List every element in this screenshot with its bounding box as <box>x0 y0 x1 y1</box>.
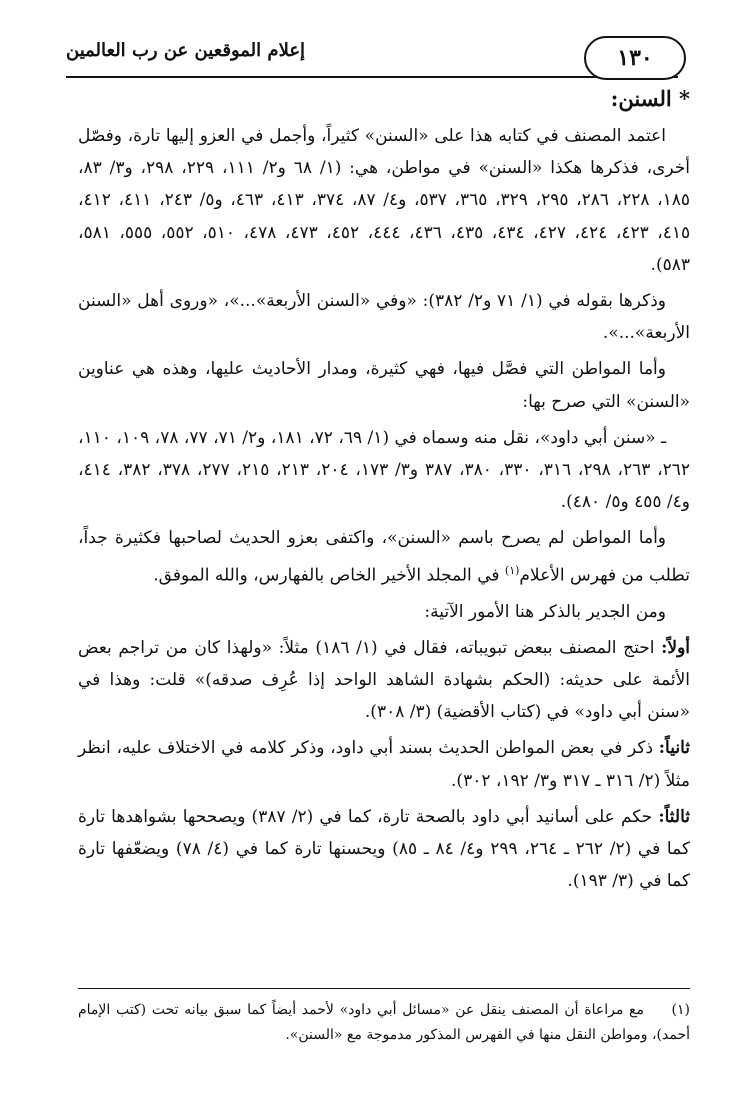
paragraph-sunan-arbaa: وذكرها بقوله في (١/ ٧١ و٢/ ٣٨٢): «وفي «السنن الأربعة»...»، «وروى أهل «السنن الأربعة»...». <box>78 291 690 344</box>
point-third <box>78 801 690 898</box>
footnote <box>78 998 690 1048</box>
paragraph-notable-matters: ومن الجدير بالذكر هنا الأمور الآتية: <box>424 601 666 622</box>
paragraph-detailed-places: وأما المواطن التي فصَّل فيها، فهي كثيرة، ومدار الأحاديث عليها، وهذه هي عناوين «السنن» التي صرح بها: <box>78 359 690 412</box>
footnote-divider <box>78 988 690 989</box>
body-text <box>78 120 690 901</box>
page-number-badge: ١٣٠ <box>584 36 686 80</box>
point-third-label: ثالثاً: <box>658 806 690 827</box>
point-first-text: احتج المصنف ببعض تبويباته، فقال في (١/ ١٨٦) مثلاً: «ولهذا كان من تراجم بعض الأئمة على حديثه: (الحكم بشهادة الشاهد الواحد إذا عُرِف صدقه)» قلت: وهذا في «سنن أبي داود» في (كتاب الأقضية) (٣/ ٣٠٨). <box>78 637 690 723</box>
point-second-label: ثانياً: <box>658 738 690 759</box>
running-title: إعلام الموقعين عن رب العالمين <box>66 40 306 61</box>
point-second <box>78 732 690 796</box>
paragraph-unnamed-tail: في المجلد الأخير الخاص بالفهارس، والله الموفق. <box>153 565 505 586</box>
footnote-number: (١) <box>671 1002 690 1018</box>
point-second-text: ذكر في بعض المواطن الحديث بسند أبي داود، وذكر كلامه في الاختلاف عليه، انظر مثلاً (٢/ ٣١٦ ـ ٣١٧ و٣/ ١٩٢، ٣٠٢). <box>78 738 690 791</box>
section-heading: * السنن: <box>610 86 690 111</box>
page-header <box>66 30 678 78</box>
paragraph-sunan-general: اعتمد المصنف في كتابه هذا على «السنن» كثيراً، وأجمل في العزو إليها تارة، وفصّل أخرى، فذكرها هكذا «السنن» في مواطن، هي: (١/ ٦٨ و٢/ ١١١، ٢٢٩، ٢٩٨، و٣/ ٨٣، ١٨٥، ٢٢٨، ٢٨٦، ٢٩٥، ٣٢٩، ٣٦٥، ٥٣٧، و٤/ ٨٧، ٣٧٤، ٤١٣، ٤٦٣، و٥/ ٢٤٣، ٤١١، ٤١٢، ٤١٥، ٤٢٣، ٤٢٤، ٤٢٧، ٤٣٤، ٤٣٥، ٤٣٦، ٤٤٤، ٤٥٢، ٤٧٣، ٤٧٨، ٥١٠، ٥٥٢، ٥٥٥، ٥٨١، ٥٨٣). <box>78 126 691 275</box>
point-first-label: أولاً: <box>661 637 690 658</box>
point-first <box>78 632 690 729</box>
footnote-text: مع مراعاة أن المصنف ينقل عن «مسائل أبي داود» لأحمد أيضاً كما سبق بيانه تحت (كتب الإمام أحمد)، ومواطن النقل منها في الفهرس المذكور مدموجة مع «السنن». <box>78 1002 690 1043</box>
paragraph-unnamed-text: وأما المواطن لم يصرح باسم «السنن»، واكتفى بعزو الحديث لصاحبها فكثيرة جداً، تطلب من فهرس الأعلام <box>78 528 690 586</box>
point-third-text: حكم على أسانيد أبي داود بالصحة تارة، كما في (٢/ ٣٨٧) ويصححها بشواهدها تارة كما في (٢/ ٢٦٢ ـ ٢٦٤، ٢٩٩ و٤/ ٨٤ ـ ٨٥) ويحسنها تارة كما في (٤/ ٧٨) ويضعّفها تارة كما في (٣/ ١٩٣). <box>78 806 691 892</box>
paragraph-abu-dawud-list: ـ «سنن أبي داود»، نقل منه وسماه في (١/ ٦٩، ٧٢، ١٨١، و٢/ ٧١، ٧٧، ٧٨، ١٠٩، ١١٠، ٢٦٢، ٢٦٣، ٢٩٨، ٣١٦، ٣٣٠، ٣٨٠، ٣٨٧ و٣/ ١٧٣، ٢٠٤، ٢١٣، ٢١٥، ٢٧٧، ٣٧٨، ٣٨٢، ٤١٤، و٤/ ٤٥٥ و٥/ ٤٨٠). <box>78 427 690 513</box>
footnote-reference[interactable]: (١) <box>504 563 520 577</box>
paragraph-unnamed-places <box>78 522 690 591</box>
